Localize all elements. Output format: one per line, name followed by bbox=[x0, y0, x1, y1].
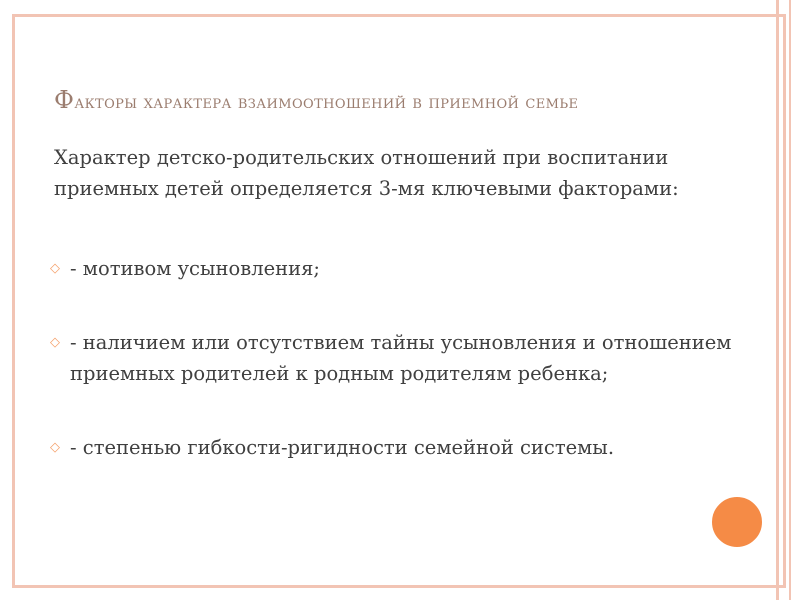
diamond-outline-icon: ◇ bbox=[50, 335, 60, 350]
bullet-item bbox=[50, 432, 755, 463]
title-first-letter: Ф bbox=[54, 86, 75, 114]
bullet-item bbox=[50, 253, 755, 284]
slide-body bbox=[50, 142, 755, 463]
decorative-line bbox=[789, 0, 791, 600]
intro-text: Характер детско-родительских отношений при воспитании приемных детей определяется 3-мя ключевыми факторами: bbox=[54, 146, 679, 200]
diamond-outline-icon: ◇ bbox=[50, 261, 60, 276]
diamond-outline-icon: ◇ bbox=[50, 440, 60, 455]
title-text: акторы характера взаимоотношений в приемной семье bbox=[74, 92, 579, 113]
bullet-text: - мотивом усыновления; bbox=[70, 257, 320, 280]
bullet-text: - наличием или отсутствием тайны усыновления и отношением приемных родителей к родным родителям ребенка; bbox=[70, 331, 732, 385]
slide-title bbox=[54, 86, 764, 114]
bullet-text: - степенью гибкости-ригидности семейной системы. bbox=[70, 436, 615, 459]
decorative-circle-icon bbox=[709, 494, 765, 550]
decorative-line bbox=[776, 0, 779, 600]
bullet-item bbox=[50, 327, 755, 389]
